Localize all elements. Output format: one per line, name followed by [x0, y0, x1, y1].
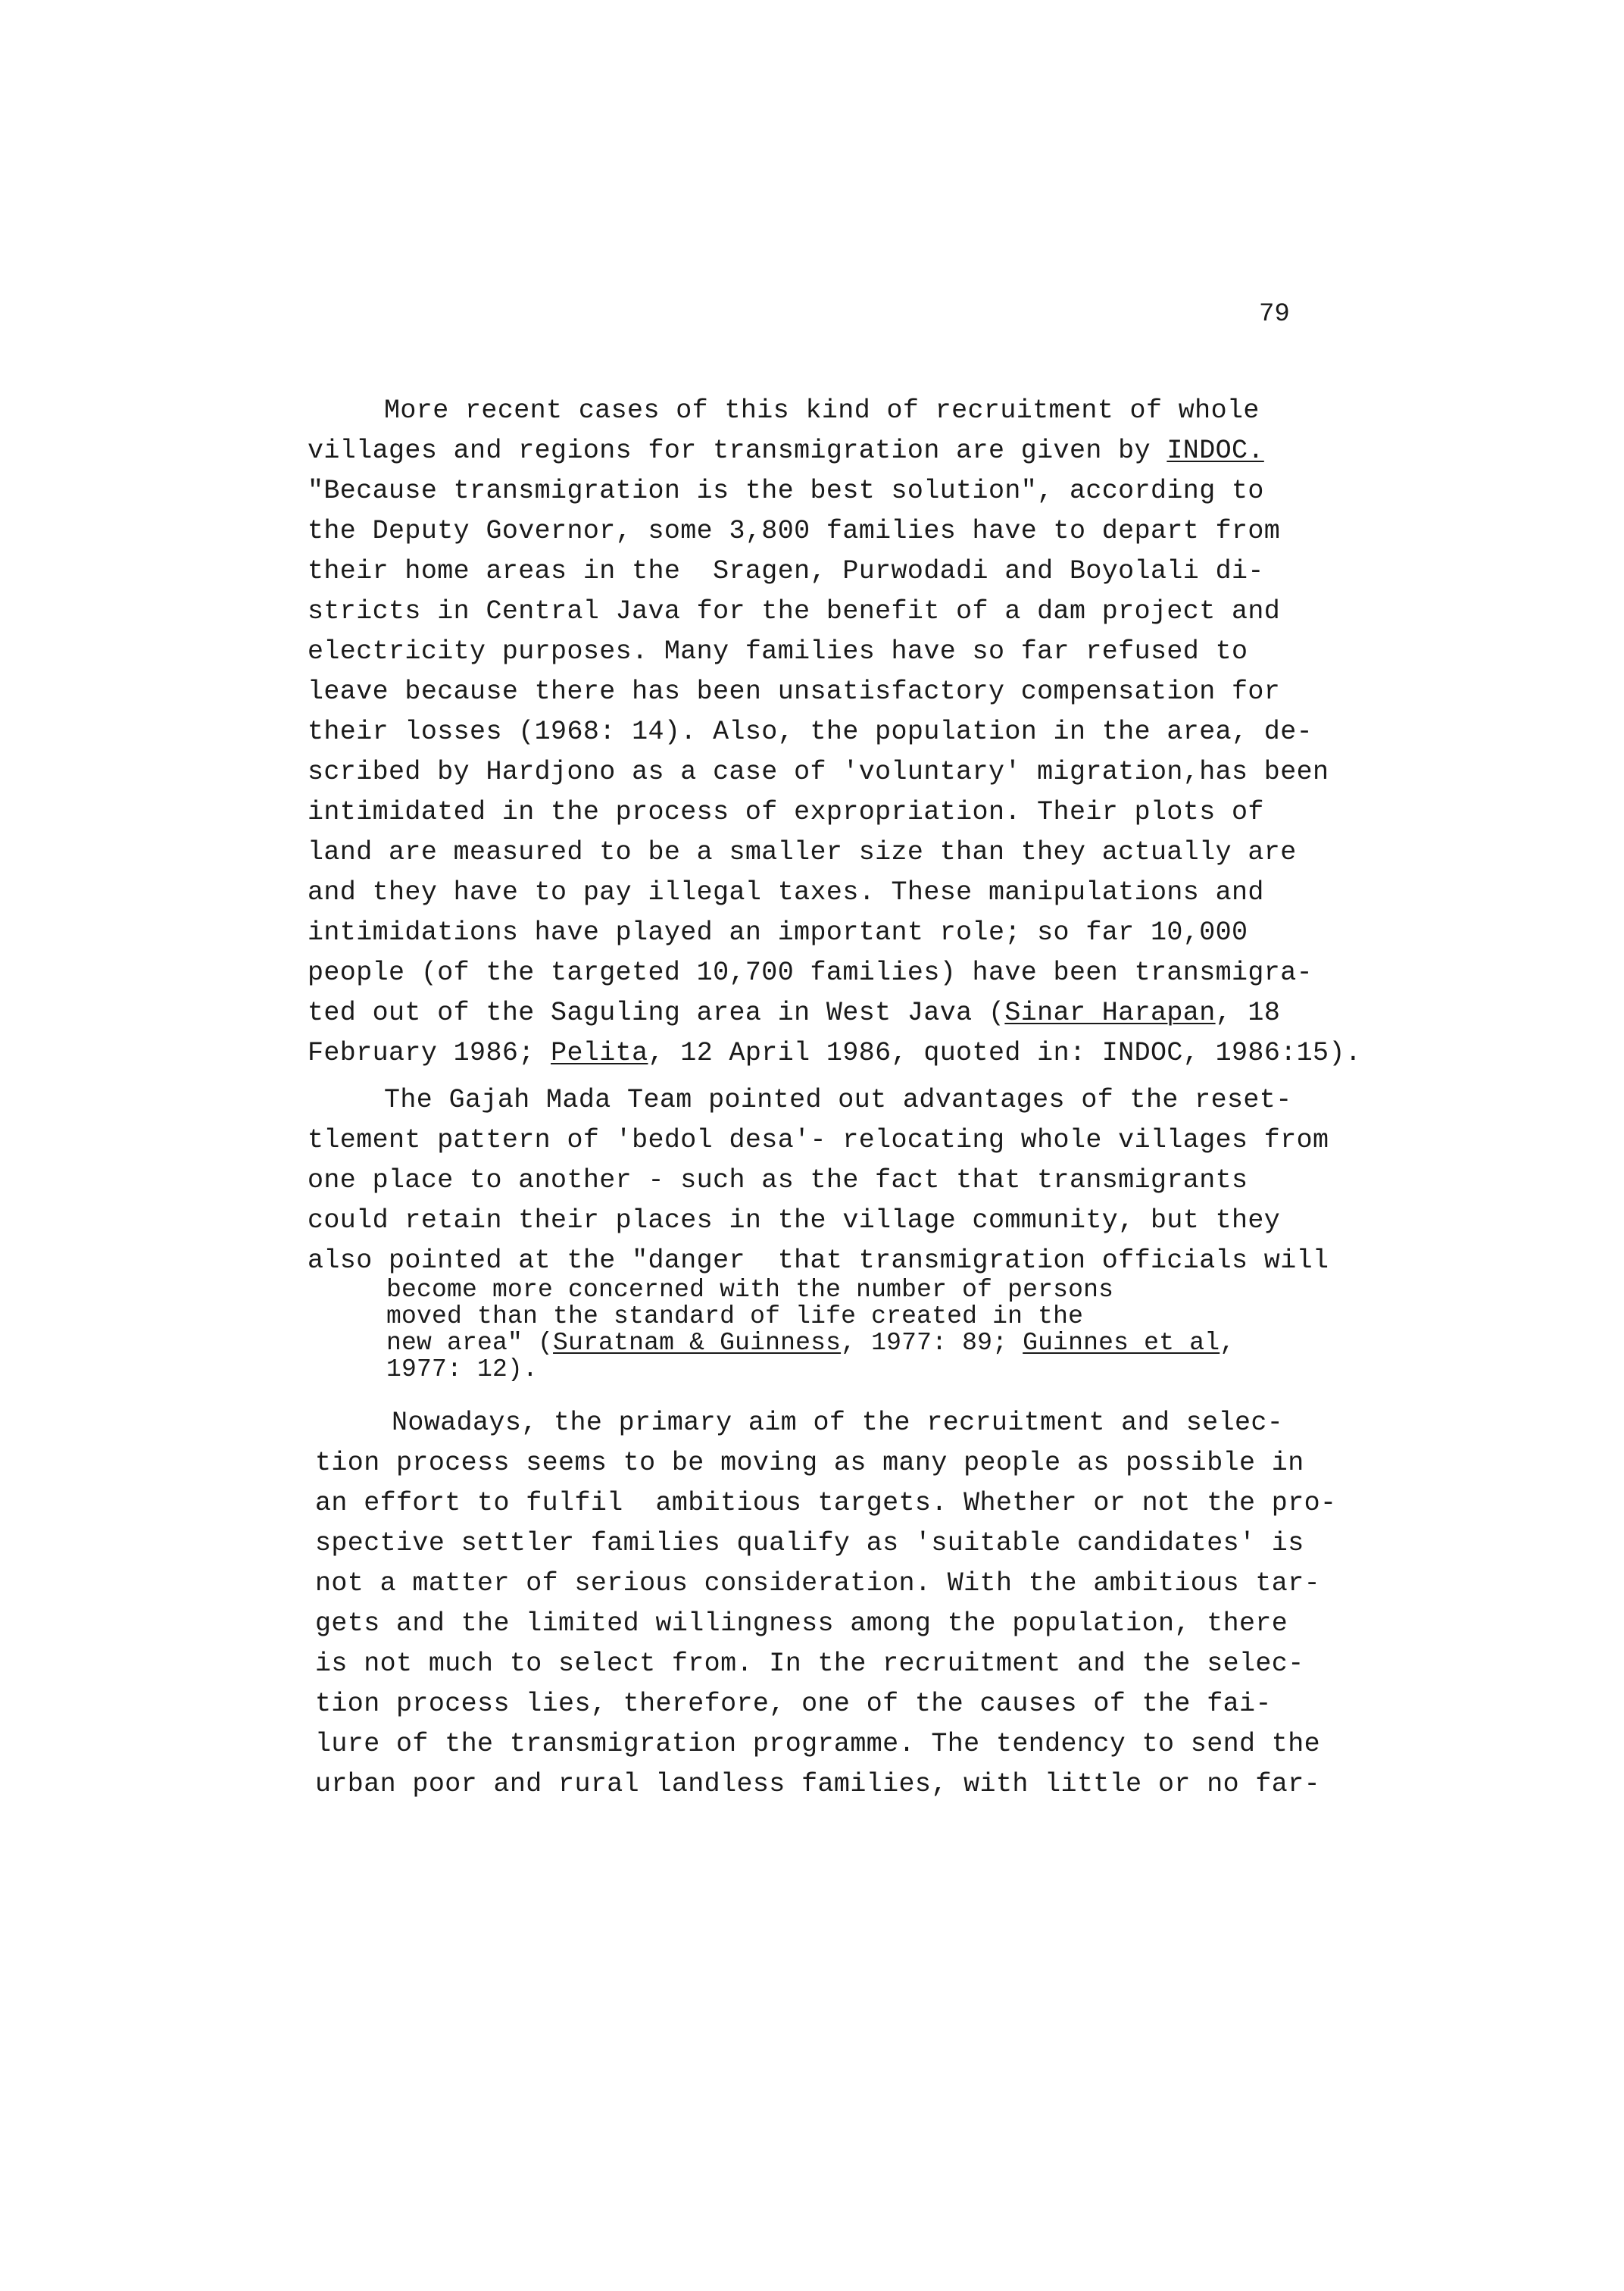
text-line: their losses (1968: 14). Also, the population in the area, de-: [308, 717, 1313, 747]
quote-line: become more concerned with the number of persons: [386, 1276, 1114, 1304]
text-line: the Deputy Governor, some 3,800 families have to depart from: [308, 516, 1281, 546]
text-line: urban poor and rural landless families, with little or no far-: [315, 1769, 1321, 1799]
text-span: , 12 April 1986, quoted in: INDOC, 1986:15).: [648, 1038, 1362, 1068]
text-line: and they have to pay illegal taxes. These manipulations and: [308, 877, 1264, 908]
text-line: is not much to select from. In the recruitment and the selec-: [315, 1649, 1304, 1679]
quote-line: moved than the standard of life created in the: [386, 1302, 1084, 1330]
text-line: intimidations have played an important role; so far 10,000: [308, 917, 1248, 948]
text-span: February 1986;: [308, 1038, 551, 1068]
text-line: could retain their places in the village community, but they: [308, 1205, 1281, 1236]
text-line: "Because transmigration is the best solution", according to: [308, 476, 1264, 506]
text-line: their home areas in the Sragen, Purwodadi and Boyolali di-: [308, 556, 1264, 586]
text-line: stricts in Central Java for the benefit of a dam project and: [308, 596, 1281, 627]
citation-guinnes-et-al: Guinnes et al: [1023, 1329, 1220, 1357]
text-line: one place to another - such as the fact that transmigrants: [308, 1165, 1248, 1196]
text-line: lure of the transmigration programme. The tendency to send the: [315, 1729, 1321, 1759]
text-span: villages and regions for transmigration are given by: [308, 436, 1167, 466]
text-line: electricity purposes. Many families have so far refused to: [308, 636, 1248, 667]
text-line: scribed by Hardjono as a case of 'voluntary' migration,has been: [308, 757, 1329, 787]
text-line: More recent cases of this kind of recruitment of whole: [384, 395, 1260, 426]
text-line: intimidated in the process of expropriation. Their plots of: [308, 797, 1264, 827]
citation-sinar-harapan: Sinar Harapan: [1004, 998, 1216, 1028]
text-line: gets and the limited willingness among the population, there: [315, 1608, 1288, 1639]
quote-line: 1977: 12).: [386, 1355, 539, 1383]
text-line: leave because there has been unsatisfactory compensation for: [308, 677, 1281, 707]
text-line: [308, 998, 1280, 1028]
text-line: also pointed at the "danger that transmigration officials will: [308, 1246, 1329, 1276]
text-line: an effort to fulfil ambitious targets. Whether or not the pro-: [315, 1488, 1337, 1518]
text-span: ,: [1220, 1329, 1235, 1357]
citation-indoc: INDOC.: [1166, 436, 1264, 466]
text-line: [308, 436, 1264, 466]
text-line: tion process seems to be moving as many people as possible in: [315, 1448, 1304, 1478]
text-span: , 18: [1215, 998, 1281, 1028]
quote-line: [386, 1328, 1235, 1358]
text-span: , 1977: 89;: [841, 1329, 1023, 1357]
text-span: new area" (: [386, 1329, 554, 1357]
text-line: The Gajah Mada Team pointed out advantages of the reset-: [384, 1085, 1292, 1115]
citation-suratnam-guinness: Suratnam & Guinness: [553, 1329, 842, 1357]
text-line: tion process lies, therefore, one of the causes of the fai-: [315, 1689, 1272, 1719]
citation-pelita: Pelita: [551, 1038, 648, 1068]
text-line: not a matter of serious consideration. With the ambitious tar-: [315, 1568, 1321, 1599]
text-line: [308, 1038, 1361, 1068]
page-number: 79: [1259, 300, 1290, 329]
text-line: people (of the targeted 10,700 families) have been transmigra-: [308, 958, 1313, 988]
text-span: ted out of the Saguling area in West Java (: [308, 998, 1005, 1028]
text-line: land are measured to be a smaller size than they actually are: [308, 837, 1297, 867]
text-line: Nowadays, the primary aim of the recruitment and selec-: [392, 1408, 1284, 1438]
text-line: tlement pattern of 'bedol desa'- relocating whole villages from: [308, 1125, 1329, 1155]
text-line: spective settler families qualify as 'suitable candidates' is: [315, 1528, 1304, 1558]
